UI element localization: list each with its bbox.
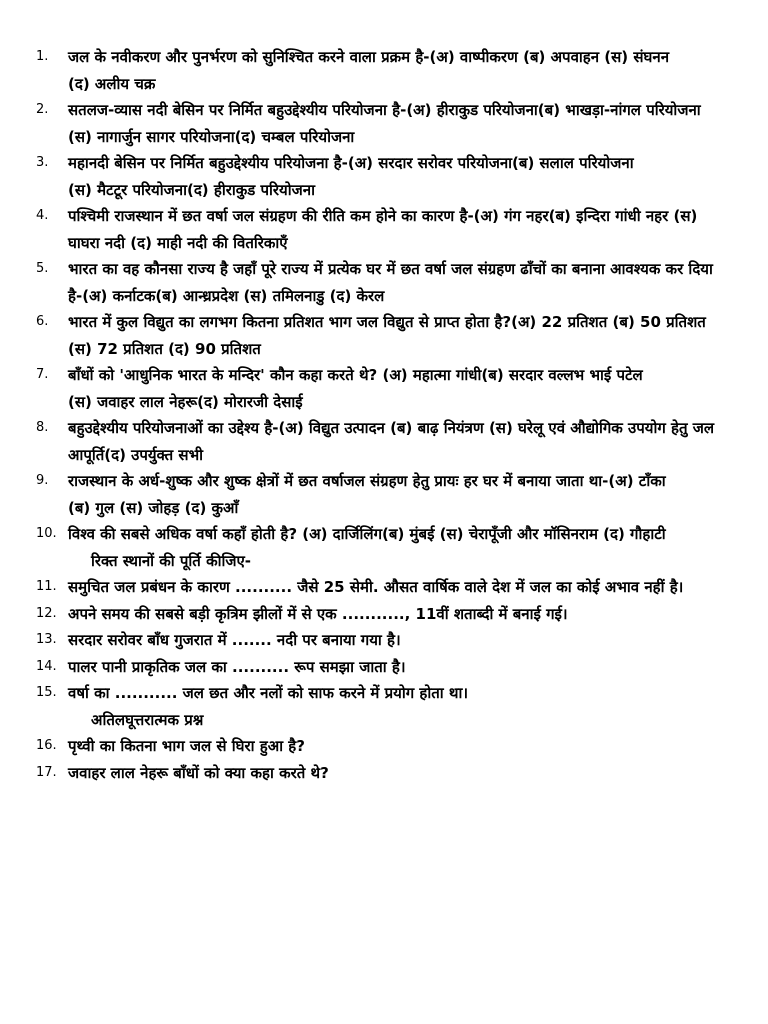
question-text [68, 627, 728, 654]
question-line: पालर पानी प्राकृतिक जल का .......... रूप समझा जाता है। [68, 657, 406, 676]
question-item [36, 203, 728, 256]
question-text [68, 654, 728, 681]
question-line: वर्षा का ........... जल छत और नलों को साफ करने में प्रयोग होता था। [68, 684, 469, 702]
question-line: (स) जवाहर लाल नेहरू(द) मोरारजी देसाई [68, 392, 303, 411]
question-item [36, 680, 728, 707]
question-line: बाँधों को 'आधुनिक भारत के मन्दिर' कौन कहा करते थे? (अ) महात्मा गांधी(ब) सरदार वल्लभ भाई पटेल [68, 366, 643, 384]
question-number: 12. [36, 605, 57, 621]
question-item [36, 574, 728, 601]
question-line: जवाहर लाल नेहरू बाँधों को क्या कहा करते थे? [68, 763, 329, 782]
question-text [68, 521, 728, 548]
question-number: 13. [36, 632, 57, 647]
question-item [36, 362, 728, 415]
question-text [68, 309, 728, 362]
question-item [36, 309, 728, 362]
question-number: 3. [36, 155, 49, 170]
question-line: सरदार सरोवर बाँध गुजरात में ....... नदी पर बनाया गया है। [68, 631, 401, 649]
question-line: पृथ्वी का कितना भाग जल से घिरा हुआ है? [68, 737, 305, 755]
question-item [36, 44, 728, 97]
question-text [68, 733, 728, 760]
question-text [68, 97, 728, 150]
question-number: 8. [36, 420, 49, 435]
question-line: महानदी बेसिन पर निर्मित बहुउद्देश्यीय परियोजना है-(अ) सरदार सरोवर परियोजना(ब) सलाल परियोजना [68, 154, 634, 172]
question-line: (ब) गुल (स) जोहड़ (द) कुआँ [68, 498, 239, 517]
question-text [68, 680, 728, 707]
question-number: 17. [36, 764, 57, 780]
question-text [68, 256, 728, 309]
question-line: राजस्थान के अर्ध-शुष्क और शुष्क क्षेत्रों में छत वर्षाजल संग्रहण हेतु प्रायः हर घर में बनाया जाता था-(अ) टाँका [68, 472, 666, 490]
question-line: भारत का वह कौनसा राज्य है जहाँ पूरे राज्य में प्रत्येक घर में छत वर्षा जल संग्रहण ढाँचों का बनाना आवश्यक कर दिया है-(अ) कर्नाटक(ब) आन्ध्रप्रदेश (स) तमिलनाडु (द) केरल [68, 260, 713, 305]
question-number: 10. [36, 526, 57, 541]
question-number: 7. [36, 367, 49, 382]
fill-blanks-list [36, 574, 728, 707]
question-text [68, 574, 728, 601]
question-item [36, 521, 728, 548]
question-line: अपने समय की सबसे बड़ी कृत्रिम झीलों में से एक ..........., 11वीं शताब्दी में बनाई गई। [68, 604, 568, 623]
short-answer-heading: अतिलघूत्तरात्मक प्रश्न [91, 710, 204, 729]
question-item [36, 654, 728, 681]
question-text [68, 601, 728, 628]
question-number: 16. [36, 738, 57, 753]
question-text [68, 760, 728, 787]
question-number: 5. [36, 261, 49, 276]
question-number: 11. [36, 579, 57, 594]
question-text [68, 362, 728, 415]
question-item [36, 627, 728, 654]
question-line: पश्चिमी राजस्थान में छत वर्षा जल संग्रहण की रीति कम होने का कारण है-(अ) गंग नहर(ब) इन्दिरा गांधी नहर (स) घाघरा नदी (द) माही नदी की वितरिकाएँ [68, 207, 698, 252]
question-text [68, 44, 728, 97]
question-item [36, 415, 728, 468]
question-line: (स) 72 प्रतिशत (द) 90 प्रतिशत [68, 339, 261, 358]
question-item [36, 97, 728, 150]
question-text [68, 150, 728, 203]
question-number: 14. [36, 658, 57, 674]
question-text [68, 468, 728, 521]
question-number: 1. [36, 49, 49, 64]
question-number: 9. [36, 473, 49, 488]
question-line: विश्व की सबसे अधिक वर्षा कहाँ होती है? (अ) दार्जिलिंग(ब) मुंबई (स) चेरापूँजी और मॉसिनराम (द) गौहाटी [68, 525, 666, 543]
fill-blanks-heading: रिक्त स्थानों की पूर्ति कीजिए- [91, 551, 252, 570]
question-number: 4. [36, 208, 49, 223]
question-item [36, 733, 728, 760]
mcq-list [36, 44, 728, 548]
question-line: बहुउद्देश्यीय परियोजनाओं का उद्देश्य है-(अ) विद्युत उत्पादन (ब) बाढ़ नियंत्रण (स) घरेलू एवं औद्योगिक उपयोग हेतु जल आपूर्ति(द) उपर्युक्त सभी [68, 419, 715, 464]
short-answer-list [36, 733, 728, 786]
question-item [36, 468, 728, 521]
question-line: समुचित जल प्रबंधन के कारण .......... जैसे 25 सेमी. औसत वार्षिक वाले देश में जल का कोई अभाव नहीं है। [68, 578, 684, 596]
question-item [36, 760, 728, 787]
question-text [68, 203, 728, 256]
question-item [36, 150, 728, 203]
question-item [36, 256, 728, 309]
question-number: 2. [36, 102, 49, 117]
question-line: सतलज-व्यास नदी बेसिन पर निर्मित बहुउद्देश्यीय परियोजना है-(अ) हीराकुड परियोजना(ब) भाखड़ा-नांगल परियोजना (स) नागार्जुन सागर परियोजना(द) चम्बल परियोजना [68, 101, 701, 146]
question-number: 6. [36, 314, 49, 329]
question-item [36, 601, 728, 628]
question-line: भारत में कुल विद्युत का लगभग कितना प्रतिशत भाग जल विद्युत से प्राप्त होता है?(अ) 22 प्रतिशत (ब) 50 प्रतिशत [68, 313, 706, 331]
question-line: (स) मैटटूर परियोजना(द) हीराकुड परियोजना [68, 180, 315, 199]
question-text [68, 415, 728, 468]
question-line: जल के नवीकरण और पुनर्भरण को सुनिश्चित करने वाला प्रक्रम है-(अ) वाष्पीकरण (ब) अपवाहन (स) संघनन [68, 48, 670, 66]
question-number: 15. [36, 685, 57, 700]
question-line: (द) अलीय चक्र [68, 74, 156, 93]
